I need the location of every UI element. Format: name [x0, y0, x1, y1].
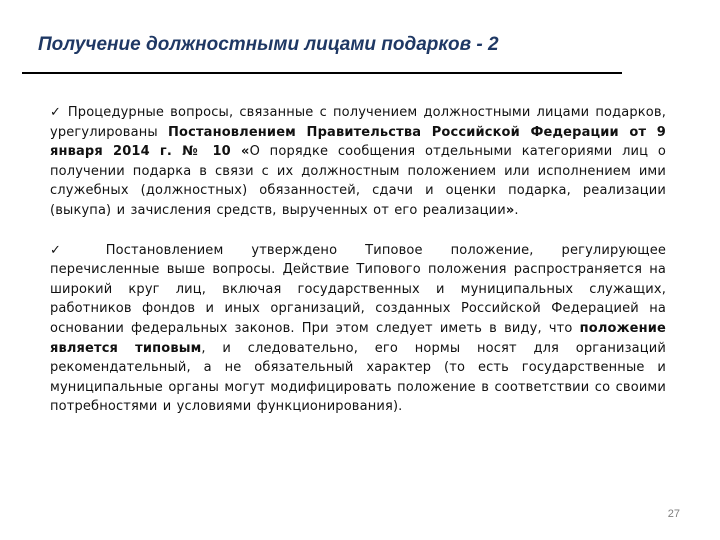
paragraph-2-text-end: , и следовательно, его нормы носят для организаций рекомендательный, а не обязательный характер (то есть государственные и муниципальные органы могут модифицировать положение в соответствии со своими потребностями и условиями функционирования). [50, 340, 666, 415]
slide-title: Получение должностными лицами подарков - 2 [38, 34, 499, 55]
check-mark-icon: ✓ [50, 242, 84, 258]
paragraph-procedural-questions [50, 103, 666, 221]
paragraph-1-end: . [514, 202, 519, 218]
check-mark-icon: ✓ [50, 105, 62, 120]
resolution-subject: О порядке сообщения отдельными категориями лиц о получении подарка в связи с их должностным положением или исполнением ими служебных (должностных) обязанностей, сдачи и оценки подарка, реализации (выкупа) и зачисления средств, вырученных от его реализации [50, 144, 666, 218]
title-divider [22, 72, 622, 74]
model-regulation-emphasis: положение является типовым [50, 320, 666, 356]
closing-quote: » [505, 202, 515, 218]
slide-content [50, 103, 666, 437]
resolution-citation: Постановлением Правительства Российской Федерации от 9 января 2014 г. № 10 « [50, 124, 666, 160]
paragraph-model-regulation [50, 241, 666, 417]
paragraph-2-text: Постановлением утверждено Типовое положение, регулирующее перечисленные выше вопросы. Действие Типового положения распространяется на широкий круг лиц, включая государственных и муниципальных служащих, работников фондов и иных организаций, созданных Российской Федерацией на основании федеральных законов. При этом следует иметь в виду, что [50, 242, 667, 336]
page-number: 27 [667, 508, 680, 520]
paragraph-1-text: Процедурные вопросы, связанные с получением должностными лицами подарков, урегулированы [50, 105, 666, 140]
